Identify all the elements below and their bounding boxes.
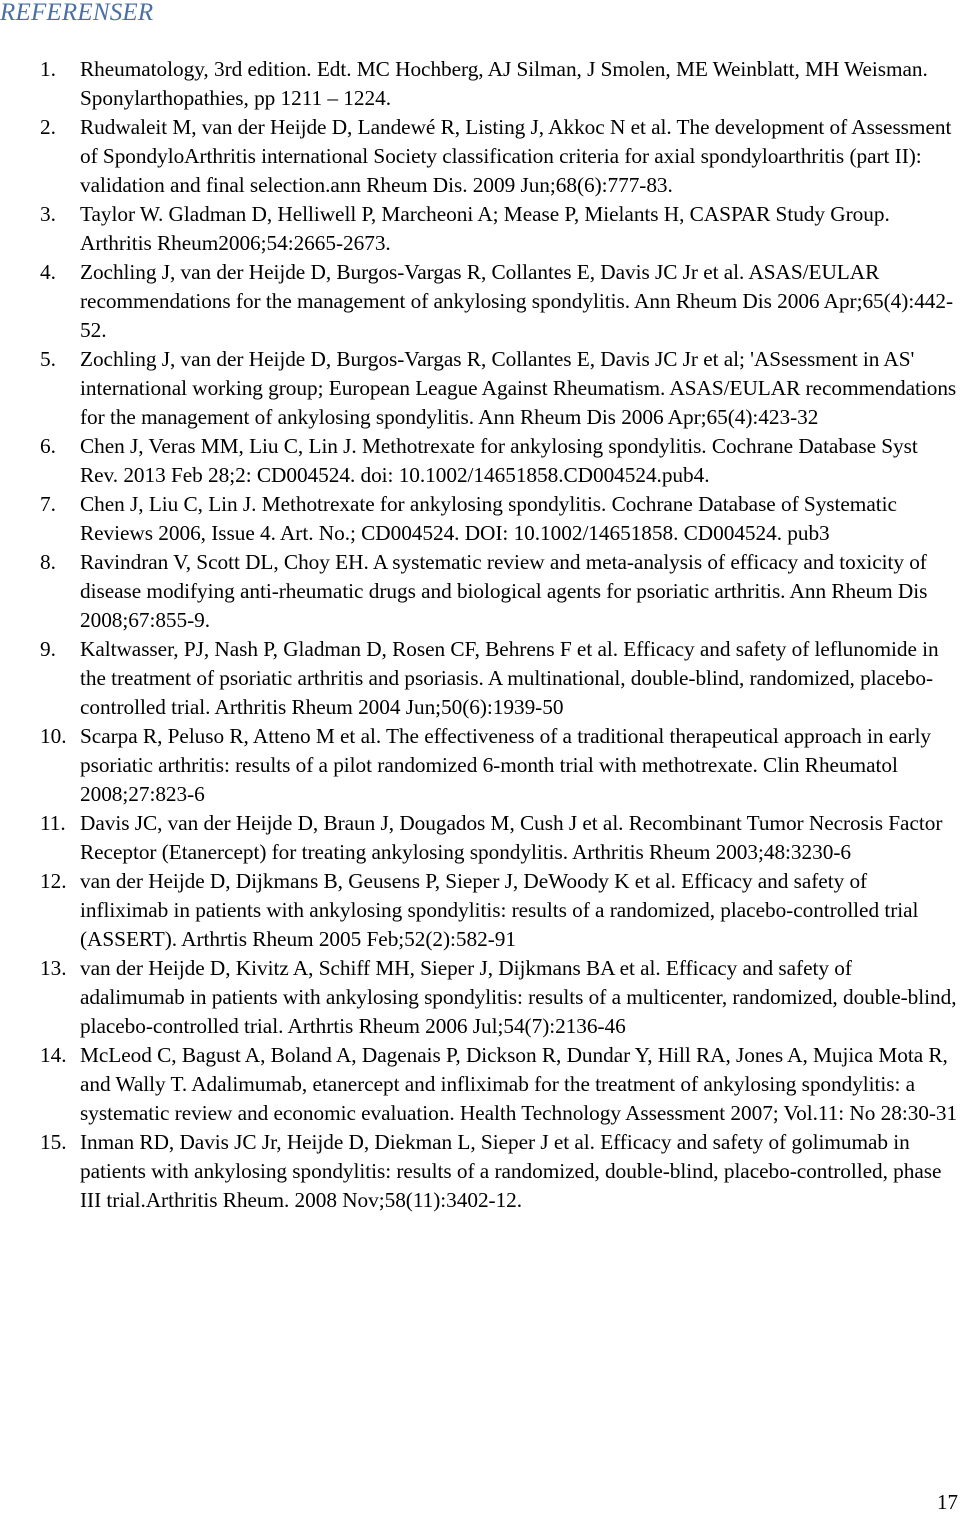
reference-text: Inman RD, Davis JC Jr, Heijde D, Diekman L, Sieper J et al. Efficacy and safety of golimumab in patients with ankylosing spondylitis: results of a randomized, double-blind, placebo-controlled, phase III trial.Arthritis Rheum. 2008 Nov;58(11):3402-12. <box>80 1130 942 1212</box>
reference-text: McLeod C, Bagust A, Boland A, Dagenais P, Dickson R, Dundar Y, Hill RA, Jones A, Mujica Mota R, and Wally T. Adalimumab, etanercept and infliximab for the treatment of ankylosing spondylitis: a systematic review and economic evaluation. Health Technology Assessment 2007; Vol.11: No 28:30-31 <box>80 1043 958 1125</box>
reference-text: Scarpa R, Peluso R, Atteno M et al. The effectiveness of a traditional therapeutical approach in early psoriatic arthritis: results of a pilot randomized 6-month trial with methotrexate. Clin Rheumatol 2008;27:823-6 <box>80 724 932 806</box>
reference-item <box>0 722 960 809</box>
page-number: 17 <box>937 1490 958 1514</box>
reference-item <box>0 113 960 200</box>
reference-number: 2. <box>40 115 56 139</box>
reference-text: Chen J, Liu C, Lin J. Methotrexate for ankylosing spondylitis. Cochrane Database of Systematic Reviews 2006, Issue 4. Art. No.; CD004524. DOI: 10.1002/14651858. CD004524. pub3 <box>80 492 897 545</box>
reference-text: Davis JC, van der Heijde D, Braun J, Dougados M, Cush J et al. Recombinant Tumor Necrosis Factor Receptor (Etanercept) for treating ankylosing spondylitis. Arthritis Rheum 2003;48:3230-6 <box>80 811 943 864</box>
reference-number: 4. <box>40 260 56 284</box>
reference-item <box>0 867 960 954</box>
reference-number: 9. <box>40 637 56 661</box>
reference-number: 15. <box>40 1130 67 1154</box>
reference-text: Ravindran V, Scott DL, Choy EH. A systematic review and meta-analysis of efficacy and toxicity of disease modifying anti-rheumatic drugs and biological agents for psoriatic arthritis. Ann Rheum Dis 2008;67:855-9. <box>80 550 928 632</box>
reference-text: Chen J, Veras MM, Liu C, Lin J. Methotrexate for ankylosing spondylitis. Cochrane Database Syst Rev. 2013 Feb 28;2: CD004524. doi: 10.1002/14651858.CD004524.pub4. <box>80 434 918 487</box>
reference-item <box>0 954 960 1041</box>
reference-text: Rheumatology, 3rd edition. Edt. MC Hochberg, AJ Silman, J Smolen, ME Weinblatt, MH Weisman. Sponylarthopathies, pp 1211 – 1224. <box>80 57 928 110</box>
reference-number: 5. <box>40 347 56 371</box>
reference-number: 12. <box>40 869 67 893</box>
section-heading: REFERENSER <box>0 0 154 26</box>
reference-number: 3. <box>40 202 56 226</box>
reference-number: 6. <box>40 434 56 458</box>
reference-text: van der Heijde D, Kivitz A, Schiff MH, Sieper J, Dijkmans BA et al. Efficacy and safety of adalimumab in patients with ankylosing spondylitis: results of a multicenter, randomized, double-blind, placebo-controlled trial. Arthrtis Rheum 2006 Jul;54(7):2136-46 <box>80 956 957 1038</box>
reference-item <box>0 345 960 432</box>
reference-item <box>0 258 960 345</box>
reference-number: 11. <box>40 811 66 835</box>
reference-item <box>0 1041 960 1128</box>
reference-text: Kaltwasser, PJ, Nash P, Gladman D, Rosen CF, Behrens F et al. Efficacy and safety of leflunomide in the treatment of psoriatic arthritis and psoriasis. A multinational, double-blind, randomized, placebo-controlled trial. Arthritis Rheum 2004 Jun;50(6):1939-50 <box>80 637 939 719</box>
reference-text: Rudwaleit M, van der Heijde D, Landewé R, Listing J, Akkoc N et al. The development of Assessment of SpondyloArthritis international Society classification criteria for axial spondyloarthritis (part II): validation and final selection.ann Rheum Dis. 2009 Jun;68(6):777-83. <box>80 115 952 197</box>
reference-item <box>0 200 960 258</box>
reference-number: 13. <box>40 956 67 980</box>
reference-item <box>0 1128 960 1215</box>
reference-item <box>0 809 960 867</box>
reference-item <box>0 635 960 722</box>
reference-number: 1. <box>40 57 56 81</box>
reference-item <box>0 55 960 113</box>
reference-text: van der Heijde D, Dijkmans B, Geusens P, Sieper J, DeWoody K et al. Efficacy and safety of infliximab in patients with ankylosing spondylitis: results of a randomized, placebo-controlled trial (ASSERT). Arthrtis Rheum 2005 Feb;52(2):582-91 <box>80 869 919 951</box>
reference-number: 14. <box>40 1043 67 1067</box>
reference-text: Taylor W. Gladman D, Helliwell P, Marcheoni A; Mease P, Mielants H, CASPAR Study Group. Arthritis Rheum2006;54:2665-2673. <box>80 202 890 255</box>
reference-text: Zochling J, van der Heijde D, Burgos-Vargas R, Collantes E, Davis JC Jr et al; 'ASsessment in AS' international working group; European League Against Rheumatism. ASAS/EULAR recommendations for the management of ankylosing spondylitis. Ann Rheum Dis 2006 Apr;65(4):423-32 <box>80 347 957 429</box>
reference-item <box>0 490 960 548</box>
reference-number: 10. <box>40 724 67 748</box>
reference-number: 7. <box>40 492 56 516</box>
reference-list <box>0 55 960 1215</box>
reference-text: Zochling J, van der Heijde D, Burgos-Vargas R, Collantes E, Davis JC Jr et al. ASAS/EULAR recommendations for the management of ankylosing spondylitis. Ann Rheum Dis 2006 Apr;65(4):442-52. <box>80 260 954 342</box>
reference-item <box>0 432 960 490</box>
reference-item <box>0 548 960 635</box>
reference-number: 8. <box>40 550 56 574</box>
